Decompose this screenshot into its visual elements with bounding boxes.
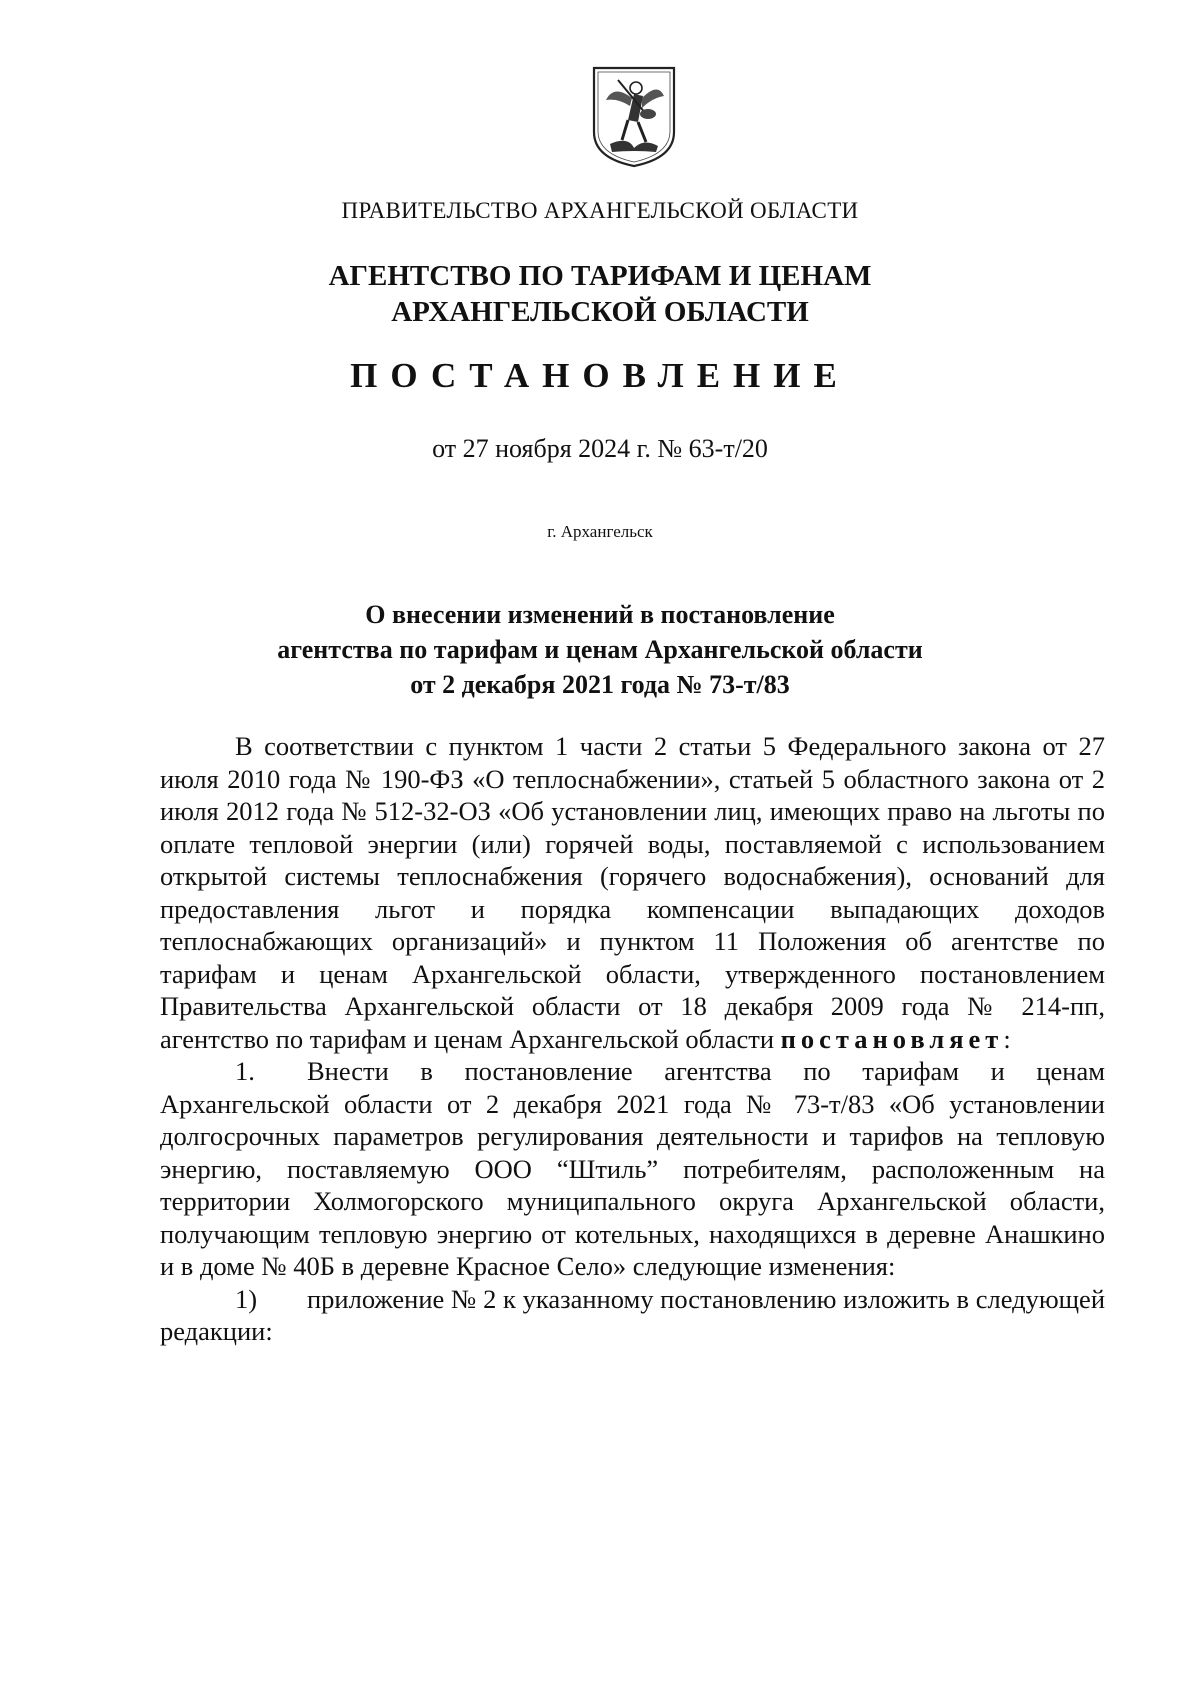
document-type: ПОСТАНОВЛЕНИЕ (350, 356, 850, 395)
item-1-paragraph (160, 1055, 1105, 1283)
agency-name-line2: АРХАНГЕЛЬСКОЙ ОБЛАСТИ (391, 296, 809, 328)
item-1-text: Внести в постановление агентства по тарифам и ценам Архангельской области от 2 декабря 2021 года № 73-т/83 «Об установлении долгосрочных параметров регулирования деятельности и тарифов на тепловую энергию, поставляемую ООО “Штиль” потребителям, расположенным на территории Холмогорского муниципального округа Архангельской области, получающим тепловую энергию от котельных, находящихся в деревне Анашкино и в доме № 40Б в деревне Красное Село» следующие изменения: (160, 1056, 1105, 1281)
document-body (160, 730, 1105, 1348)
preamble-paragraph (160, 730, 1105, 1055)
decree-word: постановляет (780, 1023, 1004, 1054)
government-name: ПРАВИТЕЛЬСТВО АРХАНГЕЛЬСКОЙ ОБЛАСТИ (341, 198, 859, 223)
item-1-1-paragraph (160, 1283, 1105, 1348)
coat-of-arms-icon (588, 62, 680, 170)
item-1-1-number: 1) (235, 1283, 258, 1314)
document-city: г. Архангельск (547, 522, 653, 541)
agency-name (0, 258, 1200, 330)
subject-line3: от 2 декабря 2021 года № 73-т/83 (410, 670, 790, 699)
subject-line2: агентства по тарифам и ценам Архангельской области (277, 635, 923, 664)
document-number: от 27 ноября 2024 г. № 63-т/20 (432, 434, 768, 463)
decree-colon: : (1003, 1023, 1011, 1054)
item-1-1-text: приложение № 2 к указанному постановлению изложить в следующей редакции: (160, 1283, 1105, 1346)
agency-name-line1: АГЕНТСТВО ПО ТАРИФАМ И ЦЕНАМ (328, 260, 872, 292)
subject-line1: О внесении изменений в постановление (365, 600, 835, 629)
item-1-number: 1. (235, 1056, 255, 1086)
document-subject (0, 597, 1200, 702)
preamble-text: В соответствии с пунктом 1 части 2 статьи 5 Федерального закона от 27 июля 2010 года № 190-ФЗ «О теплоснабжении», статьей 5 областного закона от 2 июля 2012 года № 512-32-ОЗ «Об установлении лиц, имеющих право на льготы по оплате тепловой энергии (или) горячей воды, поставляемой с использованием открытой системы теплоснабжения (горячего водоснабжения), оснований для предоставления льгот и порядка компенсации выпадающих доходов теплоснабжающих организаций» и пунктом 11 Положения об агентстве по тарифам и ценам Архангельской области, утвержденного постановлением Правительства Архангельской области от 18 декабря 2009 года № 214-пп, агентство по тарифам и ценам Архангельской области (160, 731, 1105, 1054)
